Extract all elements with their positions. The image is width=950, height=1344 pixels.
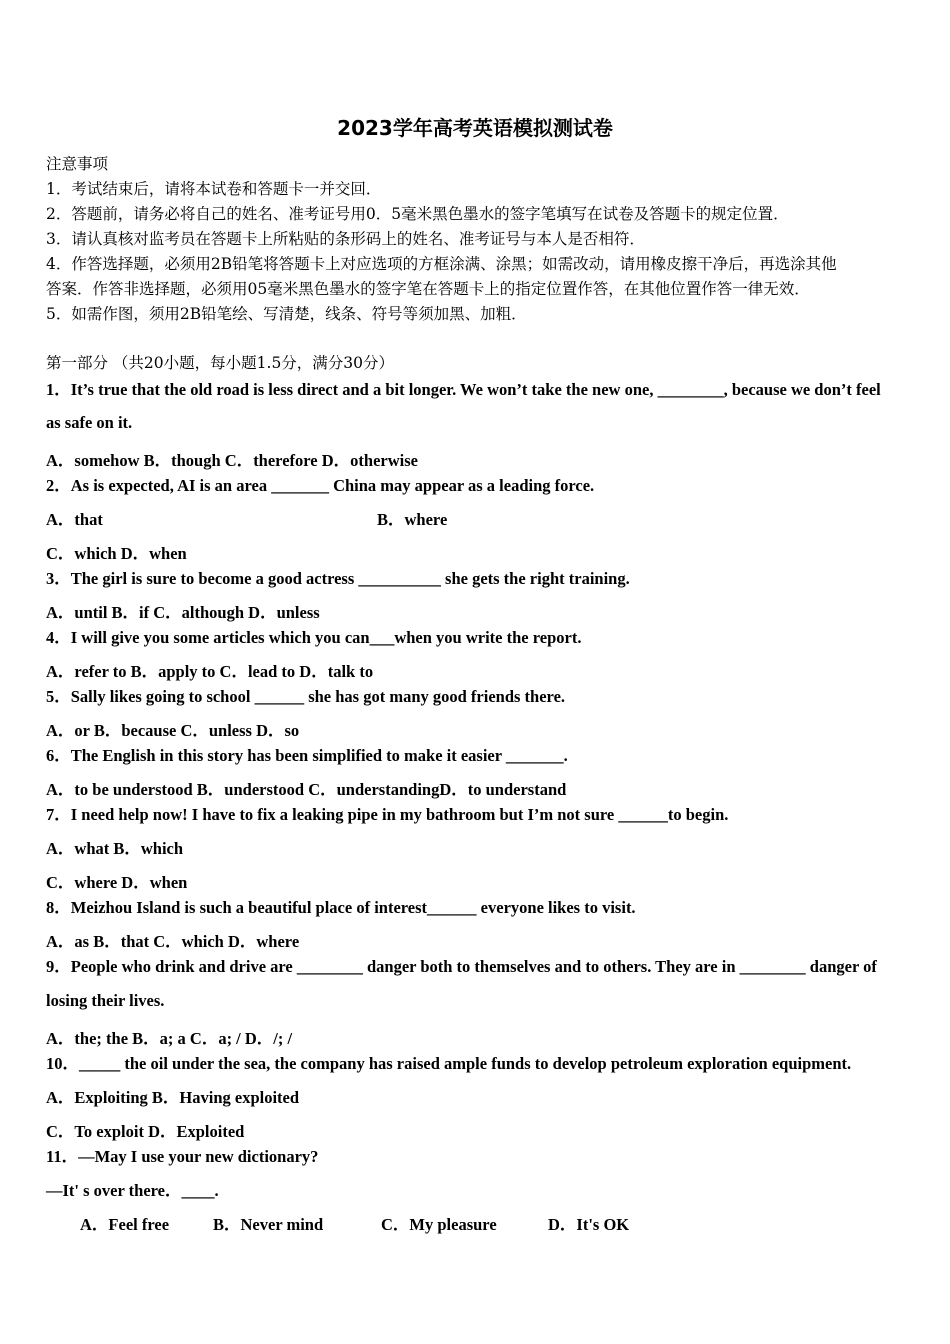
question-8-stem: 8．Meizhou Island is such a beautiful place of interest______ everyone likes to visit. <box>46 898 636 917</box>
question-10-options-cd: C．To exploit D．Exploited <box>46 1122 245 1141</box>
question-1-stem: 1．It’s true that the old road is less direct and a bit longer. We won’t take the new one, ________, because we don’t feel <box>46 380 881 399</box>
question-11-option-c: C．My pleasure <box>381 1215 497 1234</box>
question-8-options: A．as B．that C．which D．where <box>46 932 300 951</box>
notice-item: 3．请认真核对监考员在答题卡上所粘贴的条形码上的姓名、准考证号与本人是否相符． <box>46 230 645 248</box>
notice-heading: 注意事项 <box>46 155 109 173</box>
question-1-options: A．somehow B．though C．therefore D．otherwise <box>46 451 418 470</box>
notice-item: 4．作答选择题，必须用2B铅笔将答题卡上对应选项的方框涂满、涂黑；如需改动，请用橡皮擦干净后，再选涂其他 <box>46 255 837 273</box>
question-2-option-b: B．where <box>377 510 448 529</box>
question-7-options-ab: A．what B．which <box>46 839 184 858</box>
question-11-stem: 11．—May I use your new dictionary? <box>46 1147 319 1166</box>
notice-item: 2．答题前，请务必将自己的姓名、准考证号用0．5毫米黑色墨水的签字笔填写在试卷及答题卡的规定位置． <box>46 205 789 223</box>
question-9-stem-cont: losing their lives. <box>46 991 165 1010</box>
question-7-stem: 7．I need help now! I have to fix a leaking pipe in my bathroom but I’m not sure ______to begin. <box>46 805 729 824</box>
question-5-options: A．or B．because C．unless D．so <box>46 721 300 740</box>
question-4-stem: 4．I will give you some articles which you can___when you write the report. <box>46 628 582 647</box>
question-7-options-cd: C．where D．when <box>46 873 188 892</box>
section-heading: 第一部分 （共20小题，每小题1.5分，满分30分） <box>46 354 395 372</box>
question-11-option-d: D．It's OK <box>548 1215 630 1234</box>
question-1-stem-cont: as safe on it. <box>46 413 133 432</box>
question-2-option-a: A．that <box>46 510 103 529</box>
question-2-stem: 2．As is expected, AI is an area _______ China may appear as a leading force. <box>46 476 595 495</box>
notice-item: 答案．作答非选择题，必须用05毫米黑色墨水的签字笔在答题卡上的指定位置作答，在其他位置作答一律无效． <box>46 280 810 298</box>
question-5-stem: 5．Sally likes going to school ______ she has got many good friends there. <box>46 687 566 706</box>
question-6-options: A．to be understood B．understood C．understandingD．to understand <box>46 780 567 799</box>
question-9-stem: 9．People who drink and drive are ________ danger both to themselves and to others. They are in ________ danger of <box>46 957 877 976</box>
question-6-stem: 6．The English in this story has been simplified to make it easier _______. <box>46 746 568 765</box>
question-11-reply: —It' s over there．____. <box>46 1181 219 1200</box>
question-3-options: A．until B．if C．although D．unless <box>46 603 320 622</box>
question-3-stem: 3．The girl is sure to become a good actress __________ she gets the right training. <box>46 569 630 588</box>
question-11-option-a: A．Feel free <box>80 1215 170 1234</box>
question-9-options: A．the; the B．a; a C．a; / D．/; / <box>46 1029 293 1048</box>
page-title: 2023学年高考英语模拟测试卷 <box>337 116 613 140</box>
notice-item: 1．考试结束后，请将本试卷和答题卡一并交回． <box>46 180 382 198</box>
question-10-options-ab: A．Exploiting B．Having exploited <box>46 1088 300 1107</box>
question-10-stem: 10．_____ the oil under the sea, the company has raised ample funds to develop petroleum exploration equipment. <box>46 1054 852 1073</box>
question-4-options: A．refer to B．apply to C．lead to D．talk to <box>46 662 374 681</box>
question-11-option-b: B．Never mind <box>213 1215 324 1234</box>
question-2-options-cd: C．which D．when <box>46 544 187 563</box>
notice-item: 5．如需作图，须用2B铅笔绘、写清楚，线条、符号等须加黑、加粗． <box>46 305 527 323</box>
